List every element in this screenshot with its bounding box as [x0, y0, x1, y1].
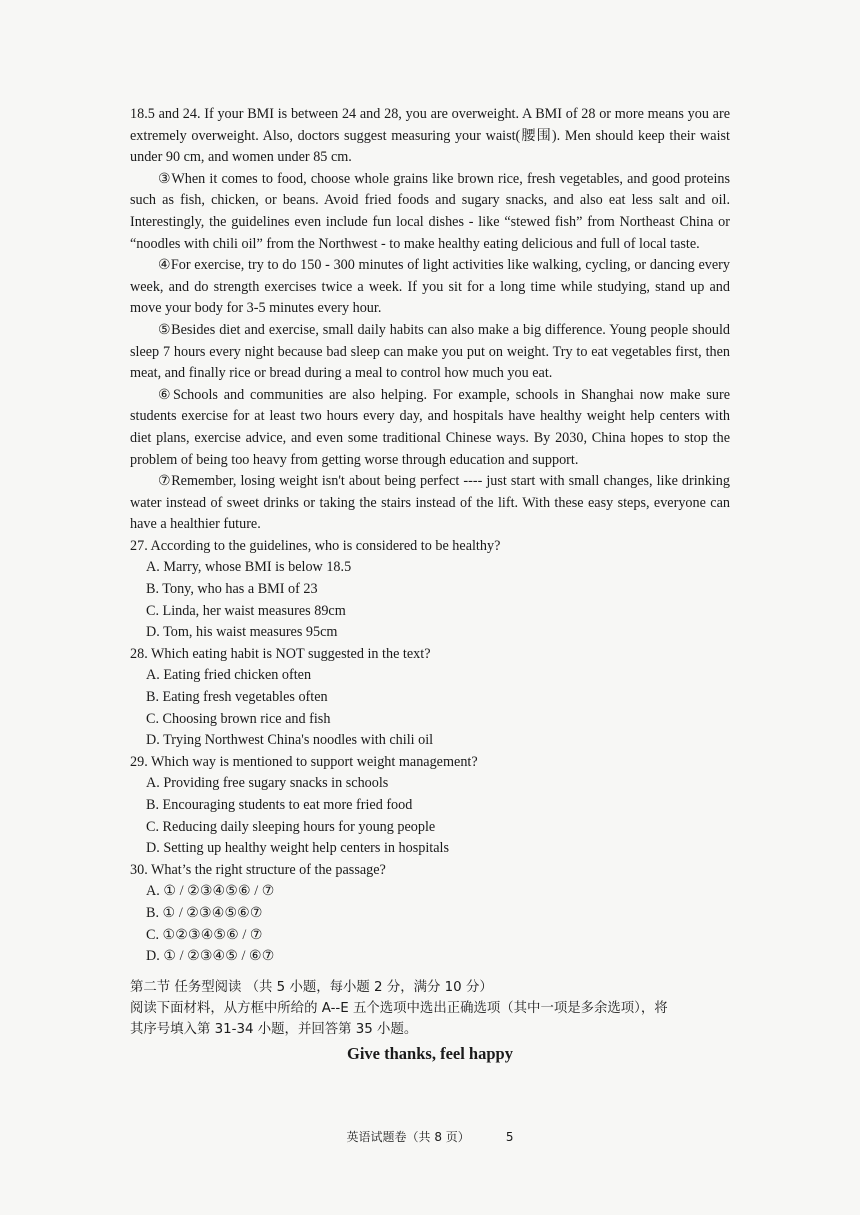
footer-label: 英语试题卷（共 8 页）	[346, 1130, 470, 1144]
option-c: C. Choosing brown rice and fish	[146, 710, 331, 727]
passage-paragraph-3: ③When it comes to food, choose whole grains like brown rice, fresh vegetables, and good proteins such as fish, chicken, or beans. Avoid fried foods and sugary snacks, and also eat less salt and oil. Interestingly, the guidelines even include fun local dishes - like “stewed fish” from Northeast China or “noodles with chili oil” from the Northwest - to make healthy eating delicious and full of local taste.	[130, 170, 730, 252]
option-a: A. Marry, whose BMI is below 18.5	[146, 559, 352, 576]
passage-paragraph-4: ④For exercise, try to do 150 - 300 minutes of light activities like walking, cycling, or dancing every week, and do strength exercises twice a week. If you sit for a long time while studying, stand up and move your body for 3-5 minutes every hour.	[130, 257, 730, 317]
section-header	[130, 977, 730, 1040]
question-stem: 27. According to the guidelines, who is considered to be healthy?	[130, 537, 501, 554]
passage-paragraph-6: ⑥Schools and communities are also helping. For example, schools in Shanghai now make sure students exercise for at least two hours every day, and hospitals have healthy weight help centers with diet plans, exercise advice, and even some traditional Chinese ways. By 2030, China hopes to stop the problem of being too heavy from getting worse through education and support.	[130, 386, 730, 468]
option-d: D. ① / ②③④⑤ / ⑥⑦	[146, 948, 275, 965]
question-stem: 28. Which eating habit is NOT suggested in the text?	[130, 645, 431, 662]
section-instruction-line-2: 其序号填入第 31-34 小题，并回答第 35 小题。	[130, 1021, 418, 1037]
page-content	[130, 104, 730, 1066]
option-d: D. Tom, his waist measures 95cm	[146, 624, 338, 641]
option-c: C. Reducing daily sleeping hours for young people	[146, 818, 436, 835]
option-a: A. Eating fried chicken often	[146, 667, 312, 684]
question-stem: 29. Which way is mentioned to support weight management?	[130, 753, 478, 770]
section-heading: 第二节 任务型阅读 （共 5 小题，每小题 2 分，满分 10 分）	[130, 979, 493, 995]
option-a: A. Providing free sugary snacks in schools	[146, 775, 389, 792]
reading-passage	[130, 104, 730, 536]
question-30	[130, 860, 730, 968]
question-28	[130, 644, 730, 752]
question-stem: 30. What’s the right structure of the passage?	[130, 861, 386, 878]
option-a: A. ① / ②③④⑤⑥ / ⑦	[146, 883, 275, 900]
option-c: C. ①②③④⑤⑥ / ⑦	[146, 926, 263, 943]
option-d: D. Setting up healthy weight help centers in hospitals	[146, 840, 450, 857]
story-title: Give thanks, feel happy	[347, 1043, 513, 1063]
page-number: 5	[505, 1130, 514, 1144]
option-d: D. Trying Northwest China's noodles with chili oil	[146, 732, 434, 749]
option-b: B. ① / ②③④⑤⑥⑦	[146, 904, 263, 921]
page-footer	[0, 1128, 860, 1145]
option-b: B. Encouraging students to eat more fried food	[146, 797, 413, 813]
passage-paragraph-7: ⑦Remember, losing weight isn't about being perfect ---- just start with small changes, like drinking water instead of sweet drinks or taking the stairs instead of the lift. With these easy steps, everyone can have a healthier future.	[130, 473, 730, 533]
section-instruction-line-1: 阅读下面材料，从方框中所给的 A--E 五个选项中选出正确选项（其中一项是多余选项），将	[130, 1000, 668, 1016]
question-27	[130, 536, 730, 644]
passage-paragraph-2-end: 18.5 and 24. If your BMI is between 24 and 28, you are overweight. A BMI of 28 or more means you are extremely overweight. Also, doctors suggest measuring your waist(腰围). Men should keep their waist under 90 cm, and women under 85 cm.	[130, 106, 730, 166]
question-29	[130, 752, 730, 860]
passage-paragraph-5: ⑤Besides diet and exercise, small daily habits can also make a big difference. Young people should sleep 7 hours every night because bad sleep can make you put on weight. Try to eat vegetables first, then meat, and finally rice or bread during a meal to control how much you eat.	[130, 321, 730, 382]
option-c: C. Linda, her waist measures 89cm	[146, 602, 346, 619]
option-b: B. Tony, who has a BMI of 23	[146, 581, 318, 598]
option-b: B. Eating fresh vegetables often	[146, 689, 328, 706]
